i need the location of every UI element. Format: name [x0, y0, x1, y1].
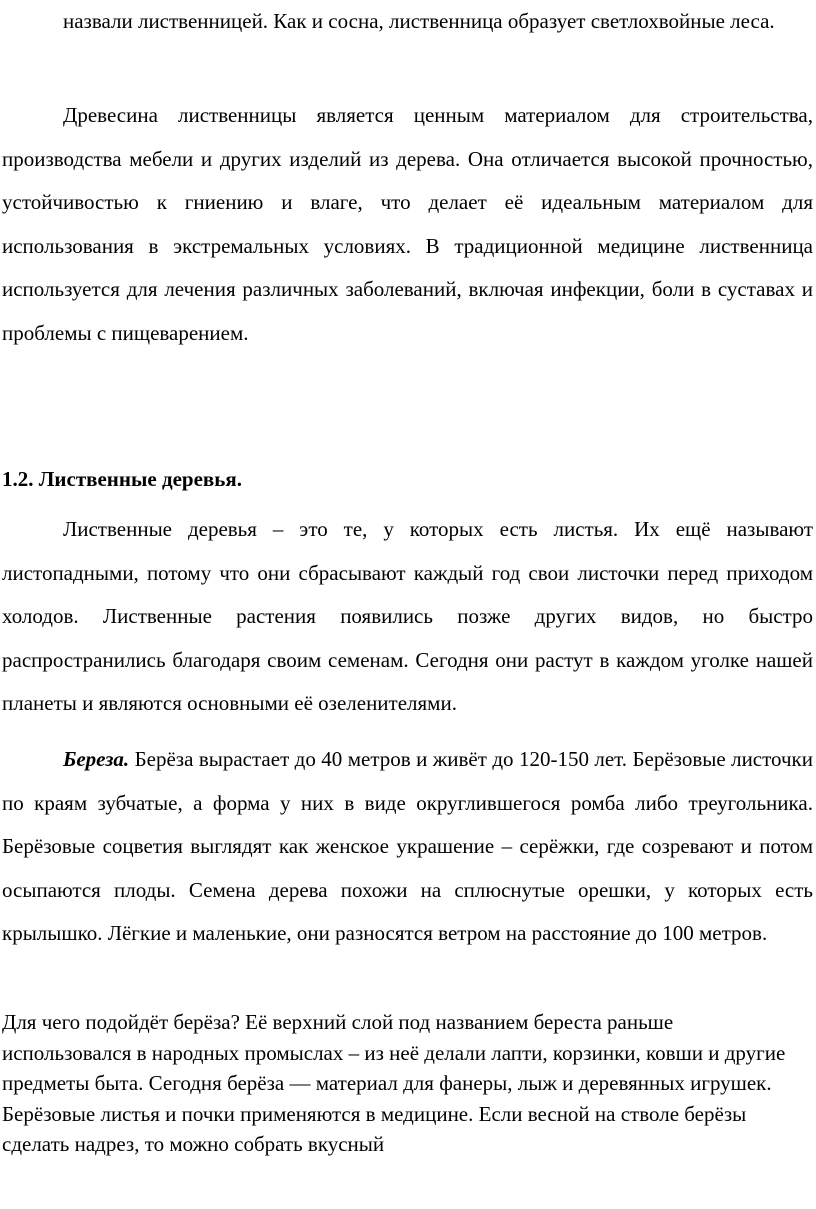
paragraph-larch-wood: Древесина лиственницы является ценным материалом для строительства, производства мебели и других изделий из дерева. Она отличается высокой прочностью, устойчивостью к гниению и влаге, что делает её идеальным материалом для использования в экстремальных условиях. В традиционной медицине лиственница используется для лечения различных заболеваний, включая инфекции, боли в суставах и проблемы с пищеварением. — [2, 103, 813, 345]
section-heading: 1.2. Лиственные деревья. — [2, 467, 242, 491]
birch-lead-term: Береза. — [63, 747, 130, 771]
paragraph-birch-uses: Для чего подойдёт берёза? Её верхний слой под названием береста раньше использовался в народных промыслах – из неё делали лапти, корзинки, ковши и другие предметы быта. Сегодня берёза — материал для фанеры, лыж и деревянных игрушек. Берёзовые листья и почки применяются в медицине. Если весной на стволе берёзы сделать надрез, то можно собрать вкусный — [2, 1010, 786, 1156]
paragraph-larch-intro: назвали лиственницей. Как и сосна, лиственница образует светлохвойные леса. — [63, 9, 775, 33]
birch-description: Берёза вырастает до 40 метров и живёт до 120-150 лет. Берёзовые листочки по краям зубчатые, а форма у них в виде округлившегося ромба либо треугольника. Берёзовые соцветия выглядят как женское украшение – серёжки, где созревают и потом осыпаются плоды. Семена дерева похожи на сплюснутые орешки, у которых есть крылышко. Лёгкие и маленькие, они разносятся ветром на расстояние до 100 метров. — [2, 747, 813, 945]
paragraph-birch — [2, 738, 813, 956]
paragraph-deciduous-trees: Лиственные деревья – это те, у которых есть листья. Их ещё называют листопадными, потому что они сбрасывают каждый год свои листочки перед приходом холодов. Лиственные растения появились позже других видов, но быстро распространились благодаря своим семенам. Сегодня они растут в каждом уголке нашей планеты и являются основными её озеленителями. — [2, 517, 813, 715]
